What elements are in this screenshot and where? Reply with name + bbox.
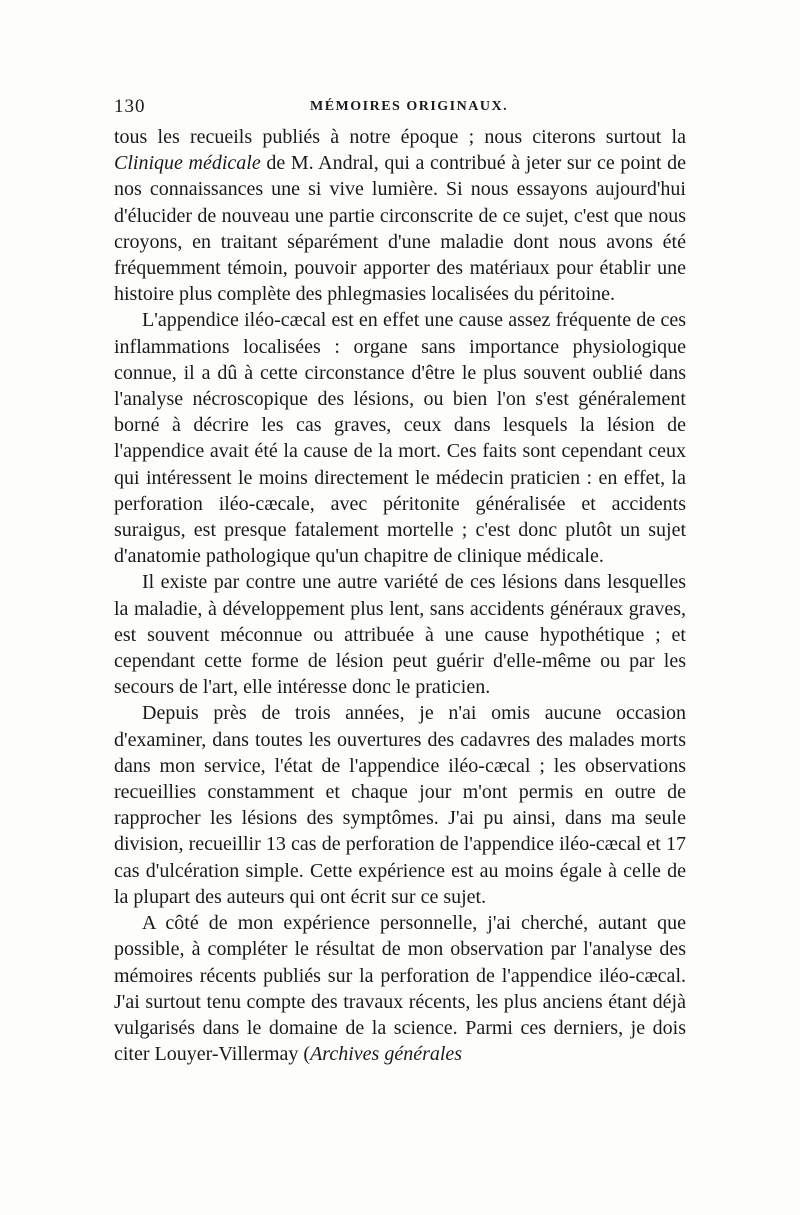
paragraph: L'appendice iléo-cæcal est en effet une cause assez fréquente de ces inflammations localisées : organe sans importance physiologique connue, il a dû à cette circonstance d'être le plus souvent oublié dans l'analyse nécroscopique des lésions, ou bien l'on s'est généralement borné à décrire les cas graves, ceux dans lesquels la lésion de l'appendice avait été la cause de la mort. Ces faits sont cependant ceux qui intéressent le moins directement le médecin praticien : en effet, la perforation iléo-cæcale, avec péritonite généralisée et accidents suraigus, est presque fatalement mortelle ; c'est donc plutôt un sujet d'anatomie pathologique qu'un chapitre de clinique médicale. (114, 309, 686, 568)
italic-title: Clinique médicale (114, 152, 261, 175)
paragraph-text: de M. Andral, qui a contribué à jeter sur ce point de nos connaissances une si vive lumière. Si nous essayons aujourd'hui d'élucider de nouveau une partie circonscrite de ce sujet, c'est que nous croyons, en traitant séparément d'une maladie dont nous avons été fréquemment témoin, pouvoir apporter des matériaux pour établir une histoire plus complète des phlegmasies localisées du péritoine. (114, 152, 686, 306)
paragraph-text: A côté de mon expérience personnelle, j'ai cherché, autant que possible, à compléter le résultat de mon observation par l'analyse des mémoires récents publiés sur la perforation de l'appendice iléo-cæcal. J'ai surtout tenu compte des travaux récents, les plus anciens étant déjà vulgarisés dans le domaine de la science. Parmi ces derniers, je dois citer Louyer-Villermay ( (114, 912, 686, 1066)
body-text (114, 124, 686, 1067)
paragraph: Depuis près de trois années, je n'ai omis aucune occasion d'examiner, dans toutes les ouvertures des cadavres des malades morts dans mon service, l'état de l'appendice iléo-cæcal ; les observations recueillies constamment et chaque jour m'ont permis en outre de rapprocher les lésions des symptômes. J'ai pu ainsi, dans ma seule division, recueillir 13 cas de perforation de l'appendice iléo-cæcal et 17 cas d'ulcération simple. Cette expérience est au moins égale à celle de la plupart des auteurs qui ont écrit sur ce sujet. (114, 702, 686, 908)
paragraph (114, 124, 686, 307)
italic-title: Archives générales (310, 1043, 463, 1066)
running-title: MÉMOIRES ORIGINAUX. (310, 99, 509, 114)
paragraph: Il existe par contre une autre variété de ces lésions dans lesquelles la maladie, à développement plus lent, sans accidents généraux graves, est souvent méconnue ou attribuée à une cause hypothétique ; et cependant cette forme de lésion peut guérir d'elle-même ou par les secours de l'art, elle intéresse donc le praticien. (114, 571, 686, 699)
running-head (114, 96, 684, 122)
paragraph-text: tous les recueils publiés à notre époque ; nous citerons surtout la (114, 126, 686, 148)
page-number: 130 (114, 96, 146, 117)
paragraph (114, 910, 686, 1067)
